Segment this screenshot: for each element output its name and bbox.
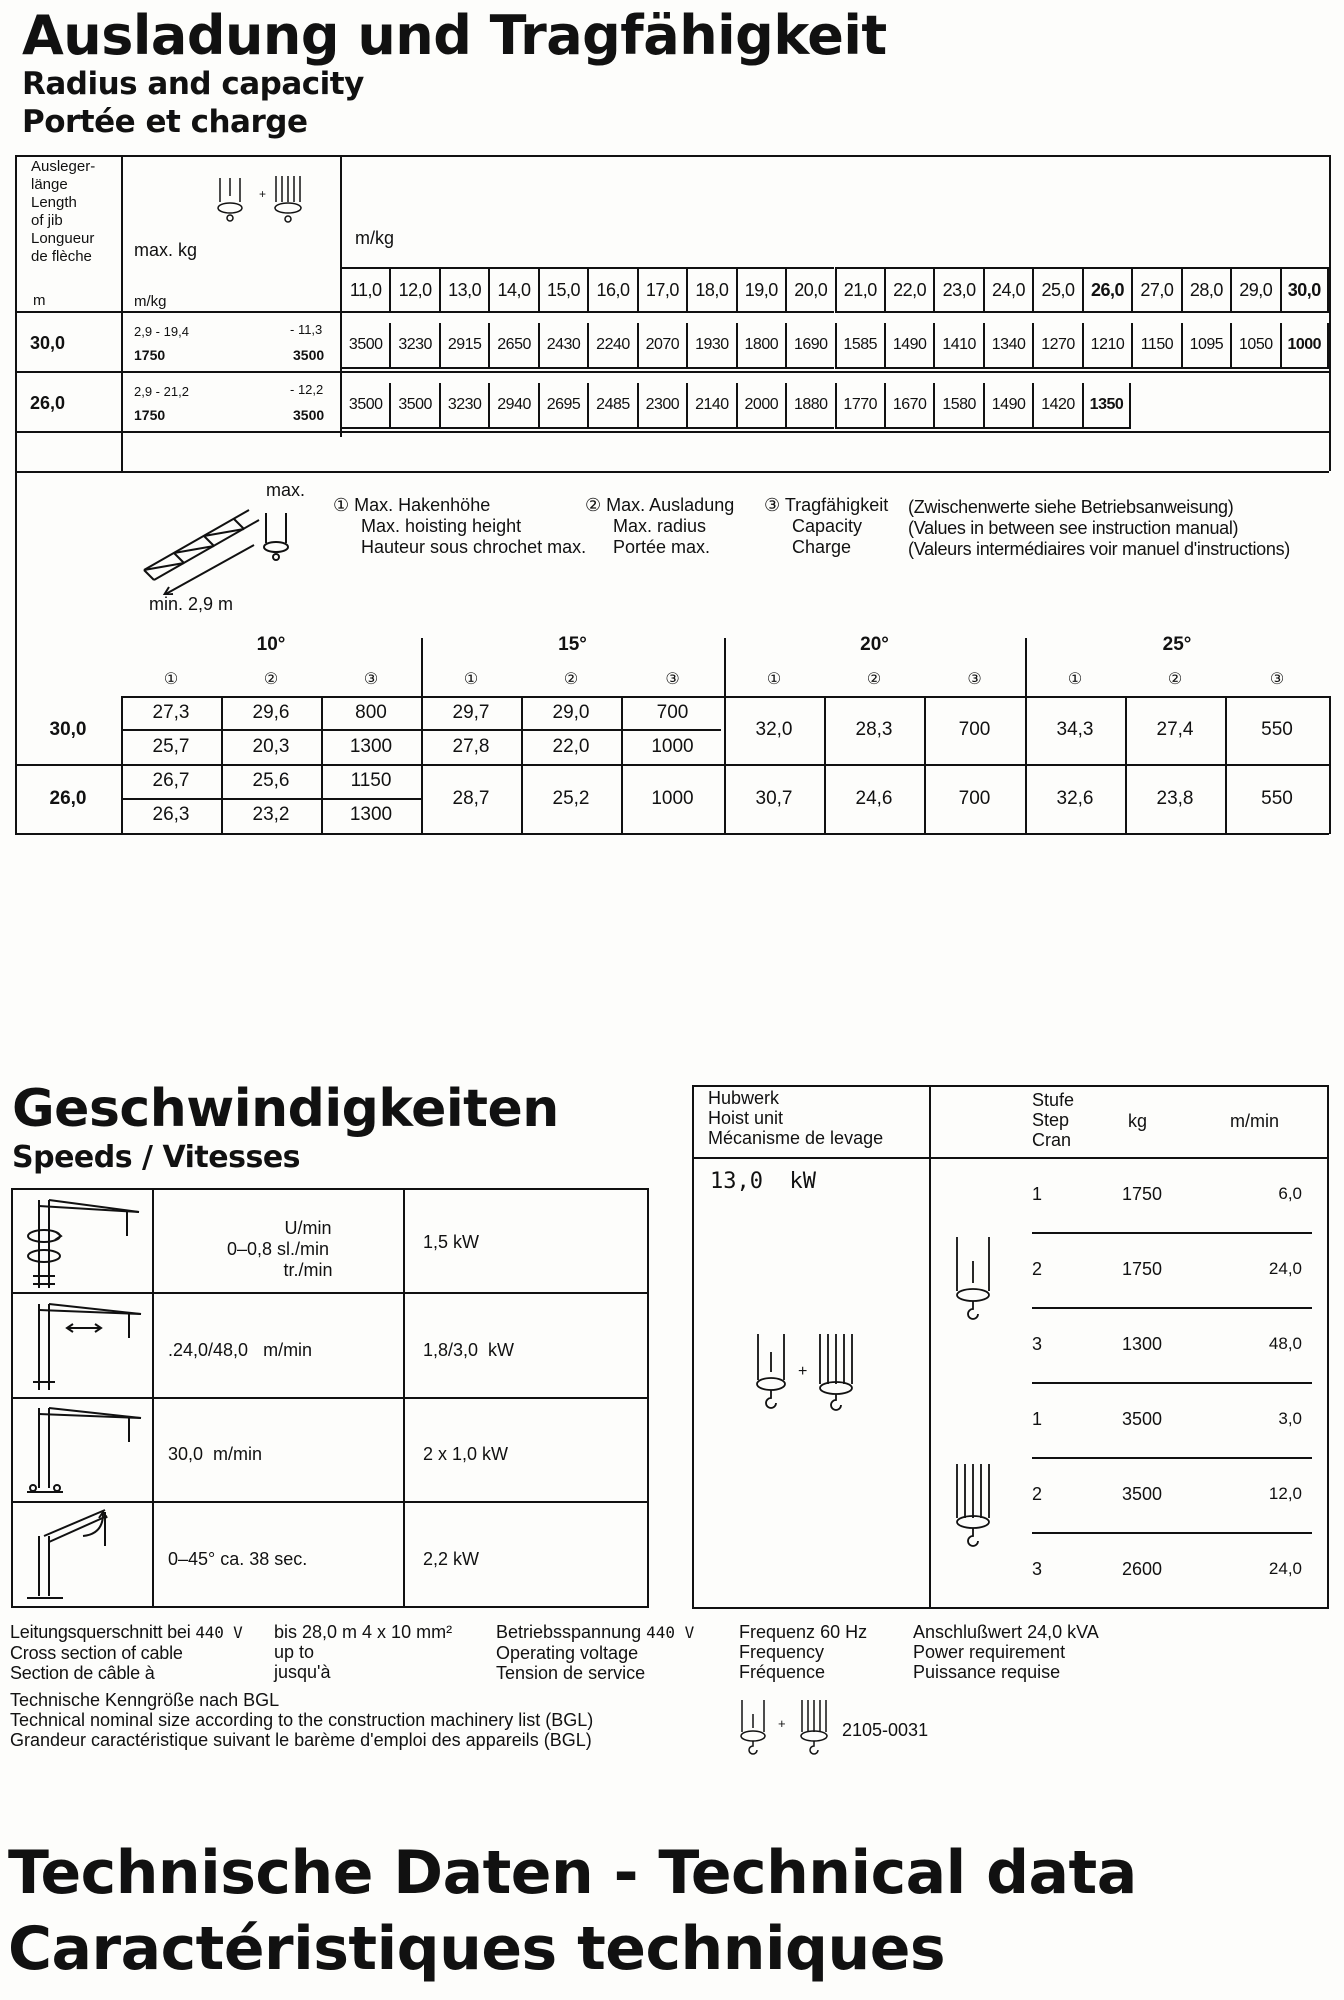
svg-text:+: +: [259, 187, 267, 201]
hoist-step: 3: [1032, 1333, 1043, 1354]
hoist-table: [692, 1085, 1329, 1609]
row26-values-cell: 2485: [587, 383, 636, 429]
hoist-step: 3: [1032, 1558, 1043, 1579]
row30-values-cell: 1150: [1131, 323, 1180, 369]
speed-row2-power: 1,8/3,0 kW: [423, 1340, 515, 1360]
row30-values-cell: 1585: [835, 323, 884, 369]
angle-subhead: ①: [163, 671, 179, 688]
radius-header-cell: 16,0: [587, 267, 636, 313]
bgl-note: Technische Kenngröße nach BGL Technical nominal size according to the construction machinery list (BGL) Grandeur caractéristique suivant le barème d'emploi des appareils (BGL): [10, 1690, 594, 1750]
speed-row3-values: 30,0 m/min: [168, 1444, 263, 1464]
bgl-code: 2105-0031: [842, 1720, 929, 1740]
hoist-speed: 24,0: [1268, 1259, 1302, 1278]
row26-values-cell: 2695: [538, 383, 587, 429]
row30-values-cell: 1800: [736, 323, 785, 369]
radius-header-cell: 12,0: [389, 267, 438, 313]
angle-header: 20°: [860, 634, 889, 655]
max-label: max.: [266, 480, 306, 500]
row30-values-cell: 1095: [1181, 323, 1230, 369]
svg-text:+: +: [798, 1363, 808, 1380]
row26-values-cell: 2140: [686, 383, 735, 429]
radius-header-cell: 14,0: [488, 267, 537, 313]
hoist-kg: 3500: [1122, 1408, 1163, 1429]
row26-load2: 3500: [293, 407, 325, 423]
row30-load1: 1750: [134, 347, 166, 363]
speeds-table: [11, 1188, 649, 1608]
angle-subhead: ②: [866, 671, 882, 688]
angle-value: 20,3: [252, 736, 290, 757]
power-requirement: Anschlußwert 24,0 kVA Power requirement Puissance requise: [913, 1622, 1099, 1682]
row30-values-cell: 1000: [1280, 323, 1329, 369]
row26-values-cell: 3500: [340, 383, 389, 429]
row30-values-cell: 2430: [538, 323, 587, 369]
row30-values-cell: 1410: [933, 323, 982, 369]
angle-value: 1300: [349, 804, 393, 825]
angle-header: 10°: [256, 634, 286, 655]
crane-slewing-icon: [19, 1196, 145, 1288]
min-label: min. 2,9 m: [149, 594, 234, 614]
row30-values-cell: 1340: [983, 323, 1032, 369]
radius-header-cell: 19,0: [736, 267, 785, 313]
speed-row2-values: .24,0/48,0 m/min: [168, 1340, 313, 1360]
row30-values-cell: 2240: [587, 323, 636, 369]
angle-subhead: ③: [1269, 671, 1285, 688]
hoist-step: 2: [1032, 1483, 1043, 1504]
row26-values-cell: 1880: [785, 383, 834, 429]
angle-value: 25,6: [252, 770, 290, 791]
speeds-subtitle: Speeds / Vitesses: [12, 1140, 301, 1175]
row26-values-cell: 1670: [884, 383, 933, 429]
hoist-kg: 1300: [1122, 1333, 1163, 1354]
row26-values-cell: 2300: [637, 383, 686, 429]
svg-text:+: +: [778, 1716, 786, 1731]
angle-header: 25°: [1162, 634, 1192, 655]
angle-value: 700: [656, 702, 689, 723]
angle-table: [15, 630, 1329, 835]
frequency: Frequenz 60 Hz Frequency Fréquence: [739, 1622, 868, 1682]
title-en: Radius and capacity: [22, 66, 364, 102]
angle-value: 28,7: [452, 788, 490, 809]
row26-values-cell: 1580: [933, 383, 982, 429]
row26-values-cell: 1770: [835, 383, 884, 429]
bottom-title-1: Technische Daten - Technical data: [8, 1838, 1137, 1908]
angle-value: 25,7: [152, 736, 190, 757]
row26-values-cell: 3500: [389, 383, 438, 429]
angle-value: 550: [1261, 719, 1293, 740]
speed-row3-power: 2 x 1,0 kW: [423, 1444, 509, 1464]
speed-head: m/min: [1230, 1111, 1279, 1131]
angle-jib-26: 26,0: [49, 788, 87, 809]
row30-values-cell: 2915: [439, 323, 488, 369]
operating-voltage: Betriebsspannung 440 V Operating voltage Tension de service: [496, 1622, 695, 1683]
radius-header-cell: 18,0: [686, 267, 735, 313]
hoist-step: 1: [1032, 1183, 1043, 1204]
angle-value: 1000: [651, 736, 694, 757]
jib-30-label: 30,0: [30, 333, 66, 353]
hoist-steps: [1032, 1157, 1327, 1607]
row26-load1: 1750: [134, 407, 166, 423]
row30-values-cell: 1490: [884, 323, 933, 369]
legend-item-2: ② Max. Ausladung Max. radius Portée max.: [585, 495, 735, 557]
speeds-title: Geschwindigkeiten: [12, 1079, 559, 1139]
hoist-step: 1: [1032, 1408, 1043, 1429]
max-kg-unit: m/kg: [134, 293, 167, 310]
angle-value: 32,6: [1056, 788, 1094, 809]
angle-value: 800: [355, 702, 387, 723]
title-de: Ausladung und Tragfähigkeit: [22, 4, 887, 67]
angle-value: 700: [958, 788, 991, 809]
row30-values-cell: 2070: [637, 323, 686, 369]
angle-value: 26,7: [152, 770, 190, 791]
angle-value: 23,8: [1156, 788, 1194, 809]
angle-value: 27,3: [152, 702, 190, 723]
angle-subhead: ③: [363, 671, 379, 688]
row30-values-cell: 1690: [785, 323, 834, 369]
row30-values-cell: 1210: [1082, 323, 1131, 369]
radius-header-cell: 13,0: [439, 267, 488, 313]
legend-item-1: ① Max. Hakenhöhe Max. hoisting height Hauteur sous chrochet max.: [333, 495, 587, 557]
angle-subhead: ①: [766, 671, 782, 688]
row26-values-cell: 1420: [1032, 383, 1081, 429]
angle-value: 27,8: [452, 736, 490, 757]
row30-values-cell: 1050: [1230, 323, 1279, 369]
angle-value: 29,0: [552, 702, 590, 723]
angle-value: 26,3: [152, 804, 190, 825]
radius-header-cell: 15,0: [538, 267, 587, 313]
hoist-kg: 3500: [1122, 1483, 1163, 1504]
angle-value: 1300: [349, 736, 393, 757]
radius-header-cell: 22,0: [884, 267, 933, 313]
jib-26-label: 26,0: [30, 393, 66, 413]
speed-row4-power: 2,2 kW: [423, 1549, 480, 1569]
row26-values-cell: 2000: [736, 383, 785, 429]
radius-unit: m/kg: [355, 228, 395, 248]
row30-values-cell: 1930: [686, 323, 735, 369]
radius-header-cell: 17,0: [637, 267, 686, 313]
title-fr: Portée et charge: [22, 104, 308, 140]
hoist-kg: 2600: [1122, 1558, 1163, 1579]
row30-load2: 3500: [293, 347, 325, 363]
angle-value: 1000: [651, 788, 694, 809]
step-head: Stufe Step Cran: [1032, 1090, 1075, 1150]
angle-subhead: ②: [1167, 671, 1183, 688]
radius-header-cell: 28,0: [1181, 267, 1230, 313]
angle-value: 29,6: [252, 702, 290, 723]
angle-header: 15°: [558, 634, 587, 655]
row26-values-cell: 2940: [488, 383, 537, 429]
hook-double-small-icon: [949, 1462, 999, 1552]
cable-section: Leitungsquerschnitt bei 440 V Cross section of cable Section de câble à: [10, 1622, 243, 1683]
angle-value: 700: [958, 719, 991, 740]
row30-range1: 2,9 - 19,4: [134, 324, 189, 339]
angle-value: 32,0: [755, 719, 793, 740]
row26-values-cell: 3230: [439, 383, 488, 429]
hook-single-small-icon: [949, 1235, 999, 1325]
row26-range2: - 12,2: [290, 382, 324, 397]
hook-combo-icon: [748, 1332, 873, 1412]
angle-value: 1150: [350, 770, 392, 791]
row26-range1: 2,9 - 21,2: [134, 384, 189, 399]
hoist-speed: 6,0: [1278, 1184, 1302, 1203]
angle-subhead: ②: [263, 671, 279, 688]
row30-values-cell: 3230: [389, 323, 438, 369]
radius-header-cell: 26,0: [1082, 267, 1131, 313]
speed-row1-power: 1,5 kW: [423, 1232, 480, 1252]
row26-values-cell: 1490: [983, 383, 1032, 429]
legend-item-3-note: (Zwischenwerte siehe Betriebsanweisung) (Values in between see instruction manual) (Valeurs intermédiaires voir manuel d'instructions): [908, 497, 1290, 559]
radius-header-cell: 24,0: [983, 267, 1032, 313]
legend-item-3: ③ Tragfähigkeit Capacity Charge: [764, 495, 889, 557]
jib-length-label: Ausleger- länge Length of jib Longueur de flèche: [31, 158, 96, 265]
hoist-speed: 12,0: [1268, 1484, 1302, 1503]
angle-subhead: ①: [1067, 671, 1083, 688]
angle-subhead: ②: [563, 671, 579, 688]
row26-values-cell: 1350: [1082, 383, 1131, 429]
angle-value: 28,3: [855, 719, 893, 740]
hoist-power: 13,0 kW: [710, 1169, 816, 1194]
hoist-step: 2: [1032, 1258, 1043, 1279]
hoist-speed: 3,0: [1278, 1409, 1302, 1428]
hoist-head: Hubwerk Hoist unit Mécanisme de levage: [708, 1088, 884, 1148]
hoist-kg: 1750: [1122, 1183, 1163, 1204]
radius-header-cell: 21,0: [835, 267, 884, 313]
angle-subhead: ①: [463, 671, 479, 688]
hook-bgl-icon: [736, 1698, 836, 1758]
angle-value: 30,7: [755, 788, 793, 809]
angle-value: 24,6: [855, 788, 893, 809]
angle-value: 34,3: [1056, 719, 1094, 740]
angle-value: 27,4: [1156, 719, 1194, 740]
row30-values-cell: 3500: [340, 323, 389, 369]
hoist-speed: 24,0: [1268, 1559, 1302, 1578]
crane-luffing-icon: [19, 1506, 145, 1602]
crane-travel-icon: [19, 1402, 145, 1496]
angle-subhead: ③: [967, 671, 982, 688]
angle-value: 29,7: [452, 702, 490, 723]
kg-head: kg: [1128, 1111, 1148, 1131]
hook-single-icon: [212, 172, 312, 232]
angle-value: 22,0: [552, 736, 590, 757]
row30-values-cell: 2650: [488, 323, 537, 369]
radius-header-cell: 29,0: [1230, 267, 1279, 313]
speed-row4-values: 0–45° ca. 38 sec.: [168, 1549, 308, 1569]
radius-header-cell: 27,0: [1131, 267, 1180, 313]
angle-subhead: ③: [665, 671, 680, 688]
radius-header-cell: 25,0: [1032, 267, 1081, 313]
angle-value: 25,2: [552, 788, 590, 809]
jib-angle-icon: [134, 495, 314, 595]
row30-range2: - 11,3: [290, 322, 323, 337]
crane-trolley-icon: [19, 1298, 145, 1392]
speed-row1-values: U/min 0–0,8 sl./min tr./min: [226, 1218, 333, 1280]
radius-header-cell: 30,0: [1280, 267, 1329, 313]
hoist-speed: 48,0: [1268, 1334, 1302, 1353]
angle-value: 23,2: [252, 804, 290, 825]
bottom-title-2: Caractéristiques techniques: [8, 1914, 946, 1984]
jib-unit: m: [33, 292, 46, 309]
angle-value: 550: [1261, 788, 1293, 809]
hoist-kg: 1750: [1122, 1258, 1163, 1279]
cable-length: bis 28,0 m 4 x 10 mm² up to jusqu'à: [274, 1622, 453, 1682]
max-kg-label: max. kg: [134, 240, 198, 260]
radius-header-cell: 20,0: [785, 267, 834, 313]
row30-values-cell: 1270: [1032, 323, 1081, 369]
angle-jib-30: 30,0: [49, 719, 87, 740]
radius-header-cell: 23,0: [933, 267, 982, 313]
radius-header-cell: 11,0: [340, 267, 389, 313]
